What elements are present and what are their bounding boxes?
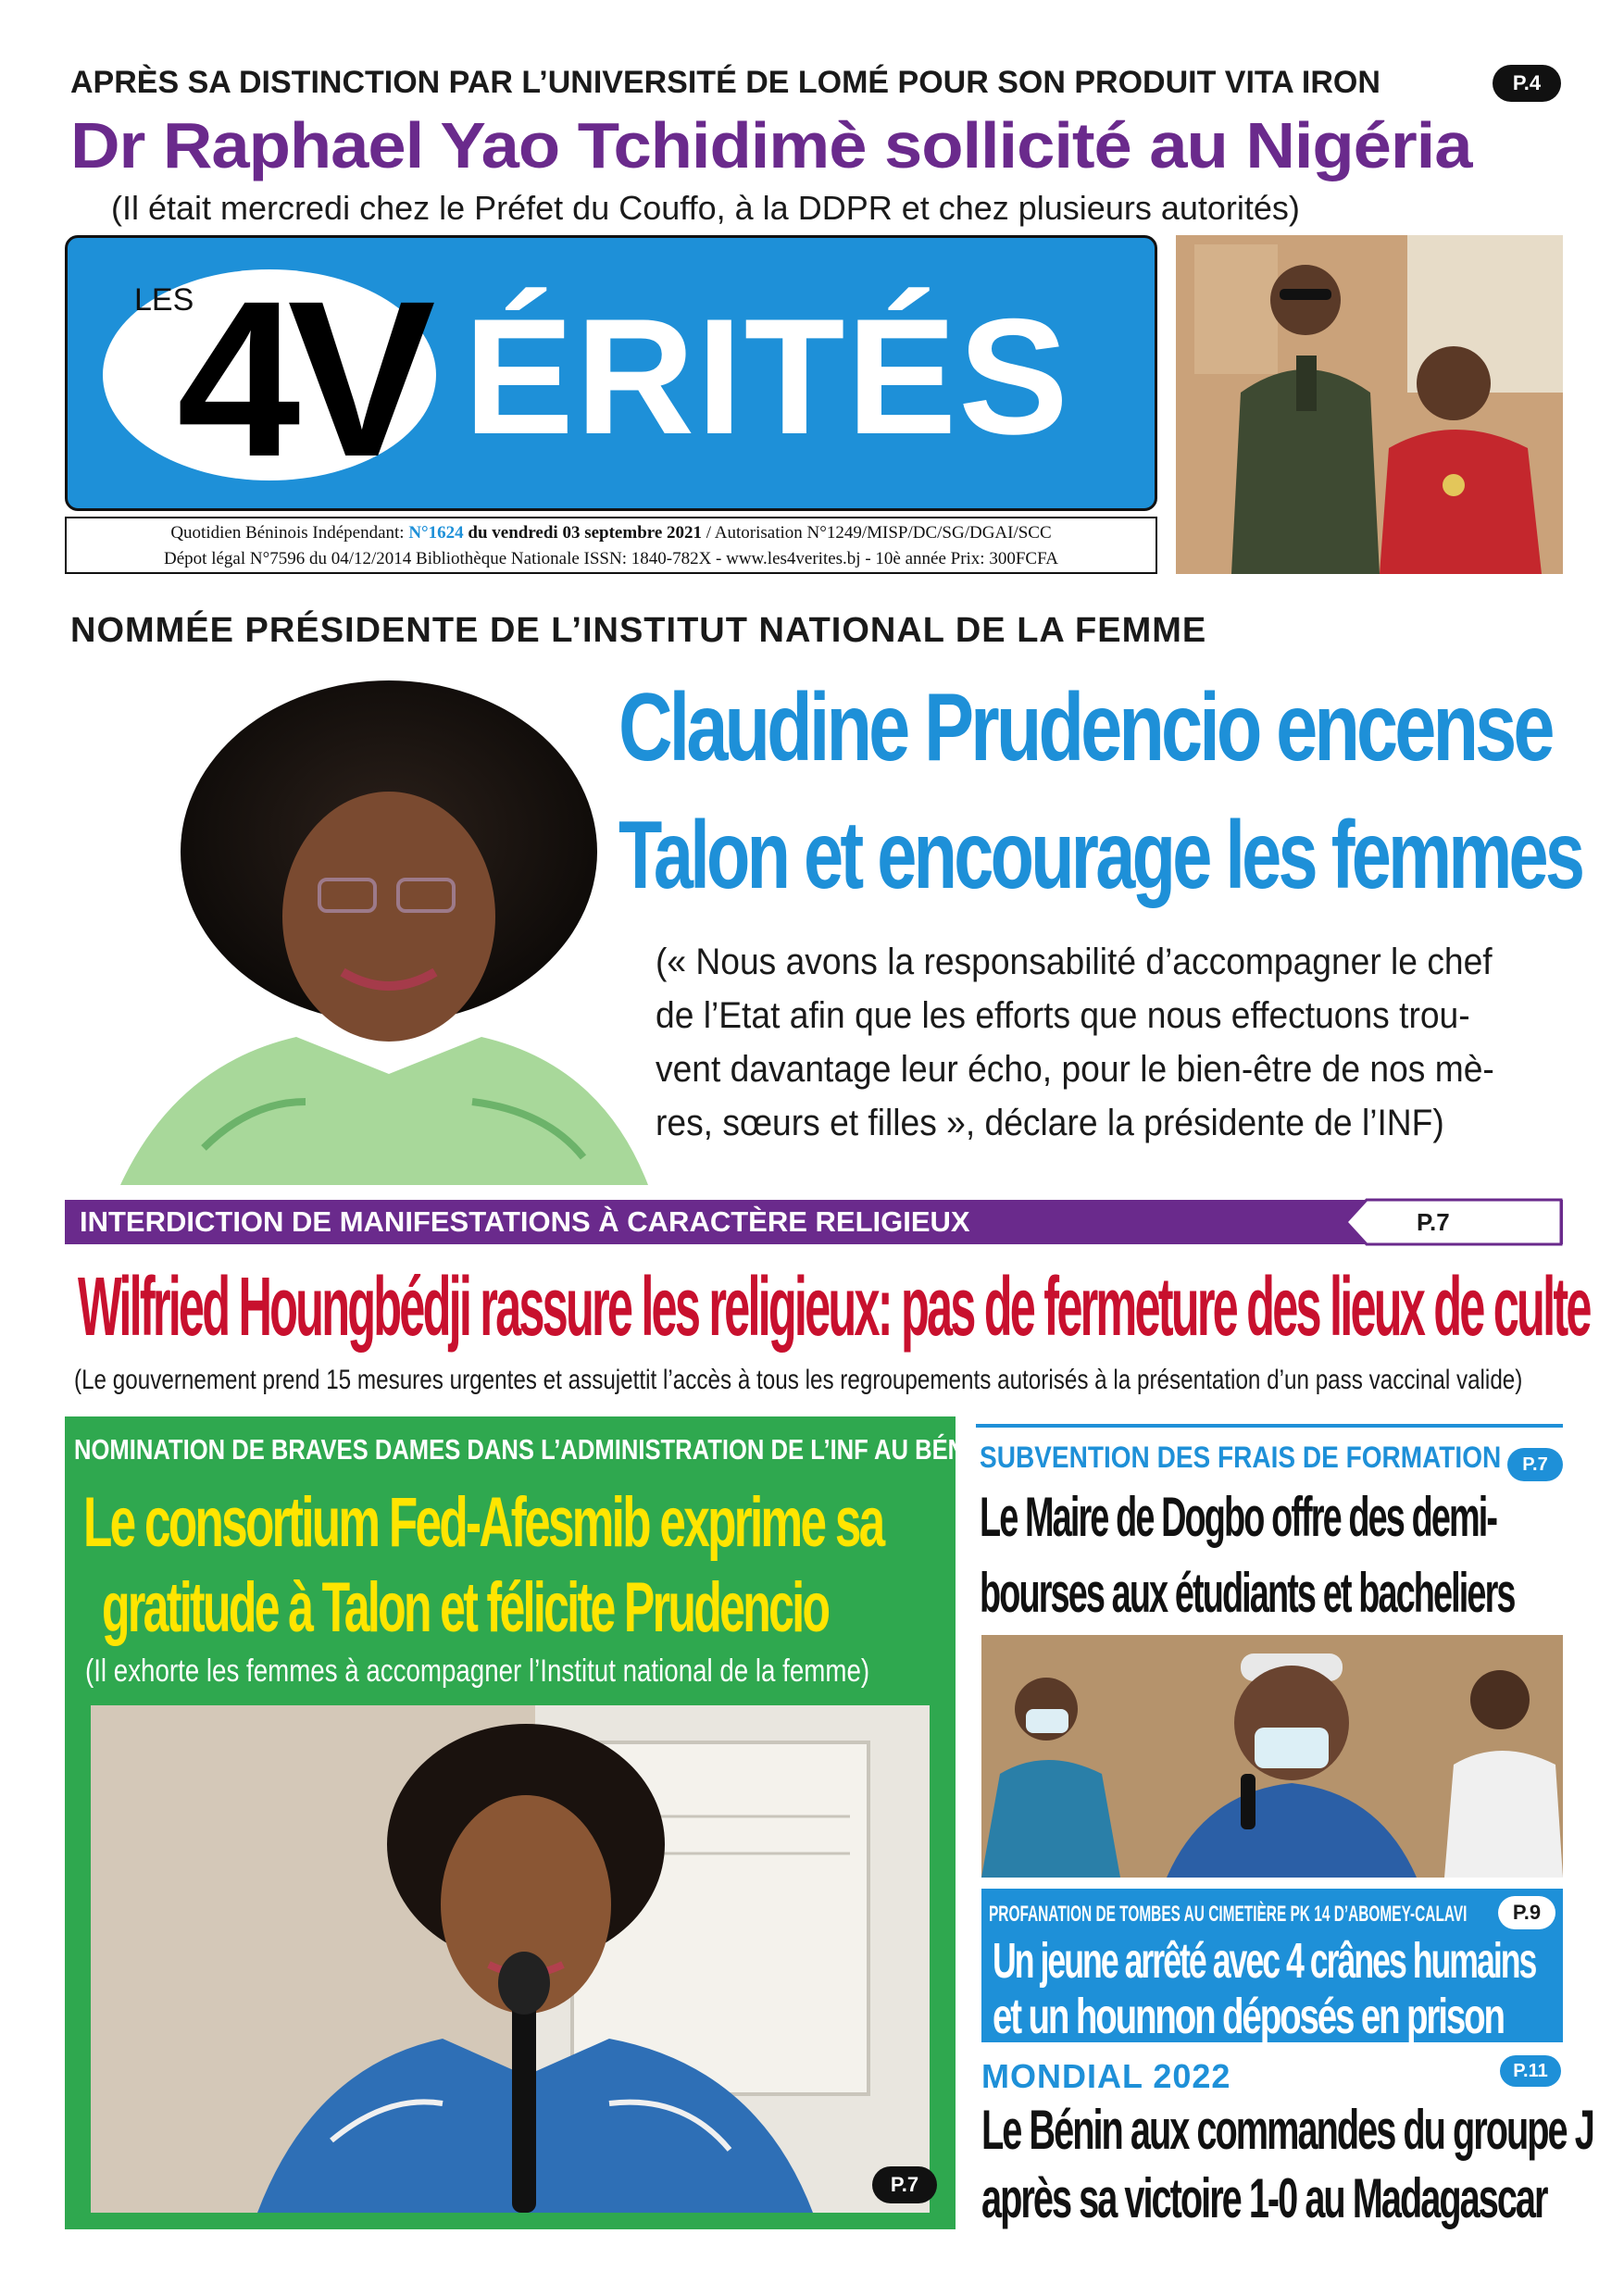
side2-headline-line1[interactable]: Un jeune arrêté avec 4 crânes humains: [993, 1933, 1536, 1989]
side2-headline-line2[interactable]: et un hounnon déposés en prison: [993, 1989, 1504, 2044]
green-photo-illustration: [91, 1705, 930, 2213]
masthead-verites: ÉRITÉS: [464, 284, 1070, 468]
green-photo-speaker: [91, 1705, 930, 2213]
lead-quote-line-3: vent davantage leur écho, pour le bien-être de nos mè-: [656, 1049, 1494, 1090]
top-page-badge[interactable]: P.4: [1493, 65, 1561, 102]
side3-page-badge[interactable]: P.11: [1500, 2055, 1561, 2087]
lead-portrait-illustration: [65, 667, 657, 1185]
green-headline-line1[interactable]: Le consortium Fed-Afesmib exprime sa: [83, 1483, 883, 1562]
green-page-badge[interactable]: P.7: [872, 2166, 937, 2203]
lead-quote-line-1: (« Nous avons la responsabilité d’accompagner le chef: [656, 942, 1493, 982]
side2-page-badge[interactable]: P.9: [1498, 1896, 1555, 1929]
masthead-logo[interactable]: [65, 235, 1157, 511]
top-subline: (Il était mercredi chez le Préfet du Couffo, à la DDPR et chez plusieurs autorités): [111, 189, 1300, 227]
side3-headline-line1[interactable]: Le Bénin aux commandes du groupe J: [981, 2099, 1593, 2161]
religious-page-tag[interactable]: [1343, 1196, 1565, 1248]
top-headline-text[interactable]: Dr Raphael Yao Tchidimè sollicité au Nigéria: [70, 109, 1472, 181]
masthead-info-line1: Quotidien Béninois Indépendant: N°1624 du vendredi 03 septembre 2021 / Autorisation N°1249/MISP/DC/SG/DGAI/SCC: [170, 523, 1052, 543]
religious-kicker-bar: [65, 1200, 1563, 1244]
green-story-box[interactable]: [65, 1416, 989, 2229]
lead-quote: [656, 935, 1563, 1150]
green-subline: (Il exhorte les femmes à accompagner l’Institut national de la femme): [85, 1653, 870, 1689]
side1-photo-illustration: [981, 1635, 1563, 1878]
religious-subline: (Le gouvernement prend 15 mesures urgentes et assujettit l’accès à tous les regroupements autorisés à la présentation d’un pass vaccinal valide): [74, 1365, 1523, 1395]
religious-headline[interactable]: Wilfried Houngbédji rassure les religieux: pas de fermeture des lieux de culte: [78, 1261, 1590, 1354]
masthead-info-box: [65, 517, 1157, 574]
side1-page-badge[interactable]: P.7: [1507, 1448, 1563, 1481]
masthead-info-line2: Dépot légal N°7596 du 04/12/2014 Bibliothèque Nationale ISSN: 1840-782X - www.les4verites.bj - 10è année Prix: 300FCFA: [164, 549, 1058, 568]
side1-photo-mayor: [981, 1635, 1563, 1878]
lead-quote-line-2: de l’Etat afin que les efforts que nous effectuons trou-: [656, 995, 1470, 1036]
side1-headline-line2[interactable]: bourses aux étudiants et bacheliers: [980, 1562, 1515, 1624]
religious-kicker: INTERDICTION DE MANIFESTATIONS À CARACTÈRE RELIGIEUX: [80, 1205, 970, 1238]
side2-box[interactable]: [981, 1889, 1563, 2042]
side3-kicker: MONDIAL 2022: [981, 2057, 1231, 2095]
green-kicker: NOMINATION DE BRAVES DAMES DANS L’ADMINISTRATION DE L’INF AU BÉNIN: [74, 1433, 989, 1466]
lead-quote-line-4: res, sœurs et filles », déclare la présidente de l’INF): [656, 1103, 1444, 1143]
top-kicker: APRÈS SA DISTINCTION PAR L’UNIVERSITÉ DE LOMÉ POUR SON PRODUIT VITA IRON: [70, 65, 1380, 100]
lead-headline-line2[interactable]: Talon et encourage les femmes: [618, 802, 1582, 909]
top-photo-two-men: [1176, 235, 1563, 574]
religious-page[interactable]: P.7: [1417, 1208, 1450, 1236]
masthead-4v: 4V: [177, 255, 423, 503]
lead-headline-line1[interactable]: Claudine Prudencio encense: [618, 674, 1552, 781]
side2-kicker: PROFANATION DE TOMBES AU CIMETIÈRE PK 14 D’ABOMEY-CALAVI: [989, 1902, 1468, 1927]
issue-number: N°1624: [408, 523, 464, 543]
side1-headline-line1[interactable]: Le Maire de Dogbo offre des demi-: [980, 1486, 1497, 1548]
side1-rule: [976, 1424, 1563, 1428]
lead-portrait: [65, 667, 657, 1185]
lead-kicker: NOMMÉE PRÉSIDENTE DE L’INSTITUT NATIONAL DE LA FEMME: [70, 611, 1207, 650]
top-photo-illustration: [1176, 235, 1563, 574]
side3-headline-line2[interactable]: après sa victoire 1-0 au Madagascar: [981, 2167, 1547, 2229]
top-headline[interactable]: [70, 104, 1561, 187]
green-headline-line2[interactable]: gratitude à Talon et félicite Prudencio: [102, 1568, 829, 1647]
side1-kicker: SUBVENTION DES FRAIS DE FORMATION: [980, 1441, 1502, 1474]
masthead-les: LES: [134, 282, 194, 318]
